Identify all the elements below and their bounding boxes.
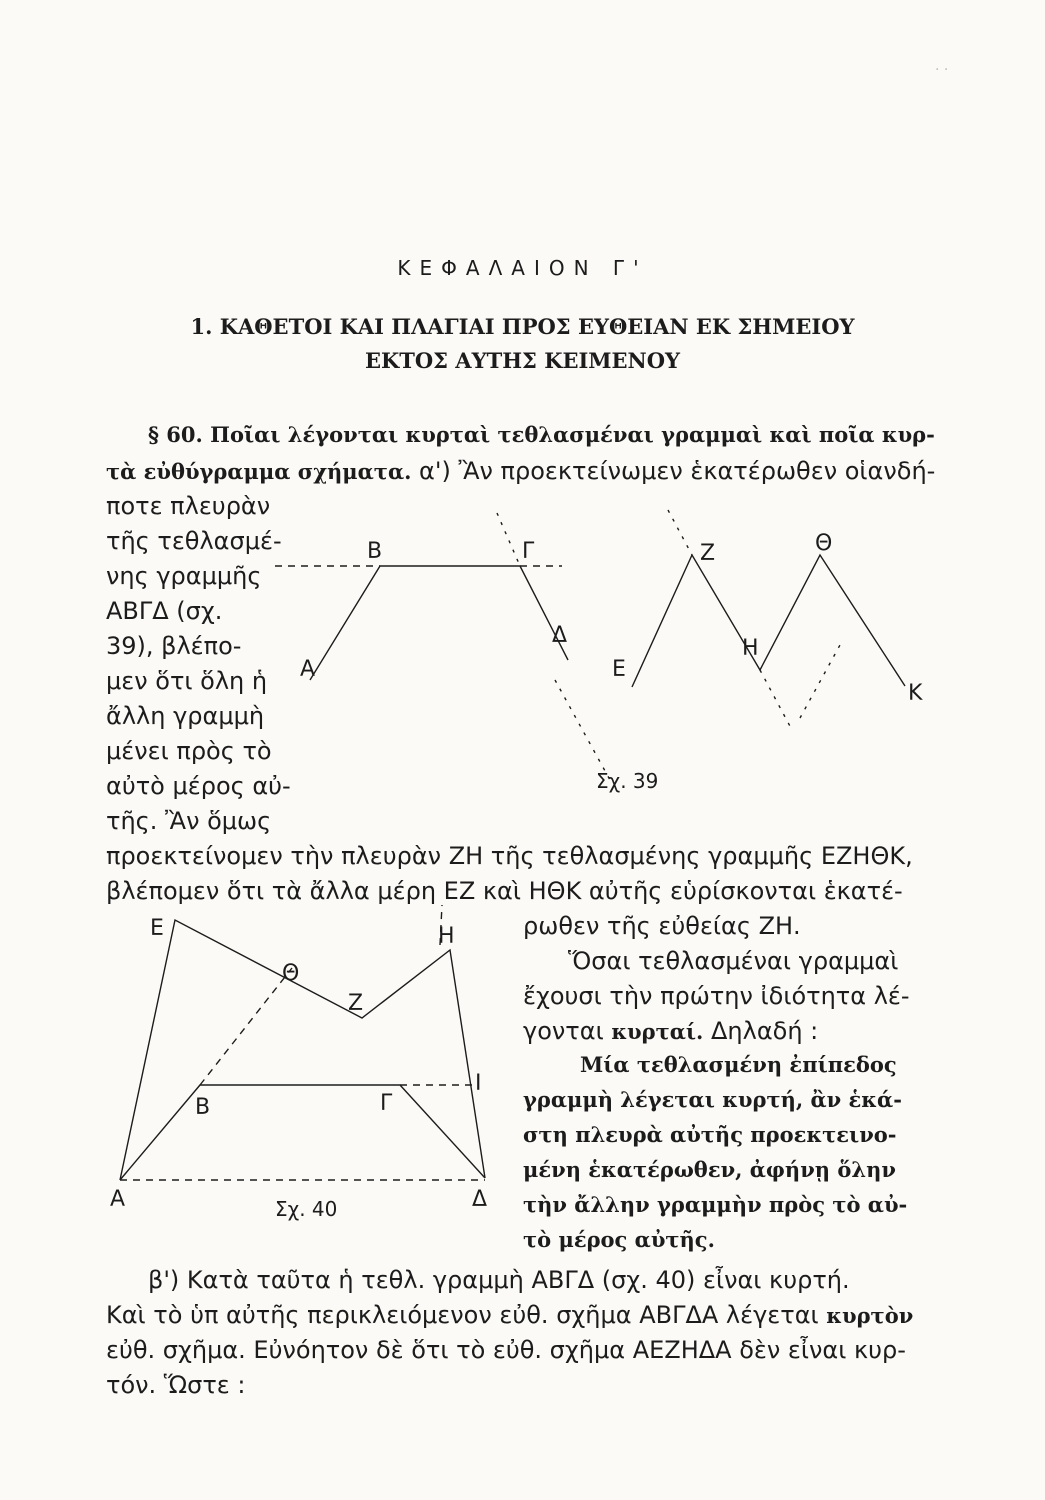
- paragraph-line: νης γραμμῆς: [106, 562, 262, 590]
- chapter-title: ΚΕΦΑΛΑΙΟΝ Γ': [397, 256, 648, 280]
- fig39-label-G: Γ: [522, 539, 535, 564]
- paragraph-line: μεν ὅτι ὅλη ἡ: [106, 667, 268, 695]
- paragraph-line: τὰ εὐθύγραμμα σχήματα. α') Ἂν προεκτείνωμεν ἑκατέρωθεν οἱανδή-: [106, 457, 936, 485]
- definition-line: στη πλευρὰ αὐτῆς προεκτεινο-: [523, 1122, 897, 1147]
- fig39-label-Z: Ζ: [700, 541, 716, 566]
- fig39-label-E: Ε: [612, 657, 626, 682]
- fig39-extension-zh-down: [760, 670, 792, 730]
- fig39-label-H: Η: [742, 636, 759, 661]
- definition-line: τὴν ἄλλην γραμμὴν πρὸς τὸ αὐ-: [523, 1192, 908, 1217]
- page-number: · ·: [935, 62, 949, 78]
- figure-40: [110, 905, 487, 1221]
- paragraph-line: ποτε πλευρὰν: [106, 492, 271, 520]
- fig40-label-H: Η: [438, 924, 455, 949]
- fig39-polyline-ezhthk: [632, 555, 905, 687]
- fig39-label-D: Δ: [552, 623, 568, 648]
- paragraph-line: β') Κατὰ ταῦτα ἡ τεθλ. γραμμὴ ΑΒΓΔ (σχ. 40) εἶναι κυρτή.: [148, 1266, 850, 1294]
- fig40-polyline-aezhd: [120, 920, 485, 1180]
- definition-line: τὸ μέρος αὐτῆς.: [523, 1227, 715, 1252]
- paragraph-line: μένει πρὸς τὸ: [106, 737, 272, 765]
- paragraph-line: βλέπομεν ὅτι τὰ ἄλλα μέρη ΕΖ καὶ ΗΘΚ αὐτῆς εὑρίσκονται ἑκατέ-: [106, 877, 903, 905]
- fig40-label-Z: Ζ: [348, 991, 364, 1016]
- fig40-label-TH: Θ: [282, 961, 300, 986]
- paragraph-line: Καὶ τὸ ὑπ αὐτῆς περικλειόμενον εὐθ. σχῆμα ΑΒΓΔΑ λέγεται κυρτὸν: [106, 1301, 914, 1329]
- fig39-extension-gd-down: [555, 680, 610, 780]
- paragraph-line: γονται κυρταί. Δηλαδή :: [523, 1017, 819, 1045]
- figure-39: [275, 510, 923, 793]
- definition-line: γραμμὴ λέγεται κυρτή, ἂν ἑκά-: [523, 1087, 902, 1112]
- section-heading-line-2: ΕΚΤΟΣ ΑΥΤΗΣ ΚΕΙΜΕΝΟΥ: [364, 348, 681, 373]
- definition-line: Μία τεθλασμένη ἐπίπεδος: [580, 1052, 897, 1077]
- paragraph-section-title: § 60. Ποῖαι λέγονται κυρταὶ τεθλασμέναι γραμμαὶ καὶ ποῖα κυρ-: [148, 422, 935, 447]
- fig39-extension-hth: [800, 645, 840, 718]
- paragraph-line: ἔχουσι τὴν πρώτην ἰδιότητα λέ-: [523, 982, 910, 1010]
- fig39-label-A: Α: [300, 657, 316, 682]
- definition-line: μένη ἑκατέρωθεν, ἀφήνῃ ὅλην: [523, 1157, 896, 1182]
- fig40-label-A: Α: [110, 1187, 126, 1212]
- fig39-label-B: Β: [367, 539, 383, 564]
- fig40-polyline-abgd: [120, 1085, 485, 1180]
- fig39-extension-gd-up: [497, 513, 520, 566]
- fig39-polyline-abgd: [310, 566, 568, 680]
- fig39-label-K: Κ: [908, 681, 923, 706]
- paragraph-line: προεκτείνομεν τὴν πλευρὰν ΖΗ τῆς τεθλασμένης γραμμῆς ΕΖΗΘΚ,: [106, 842, 913, 870]
- fig39-label-TH: Θ: [815, 531, 833, 556]
- fig40-dashed-bth: [200, 968, 292, 1085]
- paragraph-line: Ὅσαι τεθλασμέναι γραμμαὶ: [568, 947, 899, 975]
- fig39-caption: Σχ. 39: [596, 769, 659, 793]
- section-heading-line-1: 1. ΚΑΘΕΤΟΙ ΚΑΙ ΠΛΑΓΙΑΙ ΠΡΟΣ ΕΥΘΕΙΑΝ ΕΚ ΣΗΜΕΙΟΥ: [190, 314, 855, 339]
- paragraph-line: τόν. Ὥστε :: [106, 1371, 246, 1399]
- paragraph-line: ρωθεν τῆς εὐθείας ΖΗ.: [523, 912, 801, 940]
- paragraph-line: ἄλλη γραμμὴ: [106, 702, 265, 730]
- paragraph-line: τῆς τεθλασμέ-: [106, 527, 282, 555]
- paragraph-line: 39), βλέπο-: [106, 632, 242, 660]
- paragraph-line: ΑΒΓΔ (σχ.: [106, 597, 223, 625]
- fig40-label-G: Γ: [380, 1091, 393, 1116]
- fig40-label-B: Β: [195, 1095, 211, 1120]
- paragraph-line: εὐθ. σχῆμα. Εὐνόητον δὲ ὅτι τὸ εὐθ. σχῆμα ΑΕΖΗΔΑ δὲν εἶναι κυρ-: [106, 1336, 906, 1364]
- fig40-label-E: Ε: [150, 916, 164, 941]
- fig40-caption: Σχ. 40: [275, 1197, 338, 1221]
- fig40-label-I: Ι: [475, 1071, 482, 1096]
- paragraph-line: τῆς. Ἂν ὅμως: [106, 807, 272, 835]
- paragraph-line: αὐτὸ μέρος αὐ-: [106, 772, 291, 800]
- fig39-extension-zh-up: [668, 510, 692, 555]
- fig40-label-D: Δ: [472, 1187, 488, 1212]
